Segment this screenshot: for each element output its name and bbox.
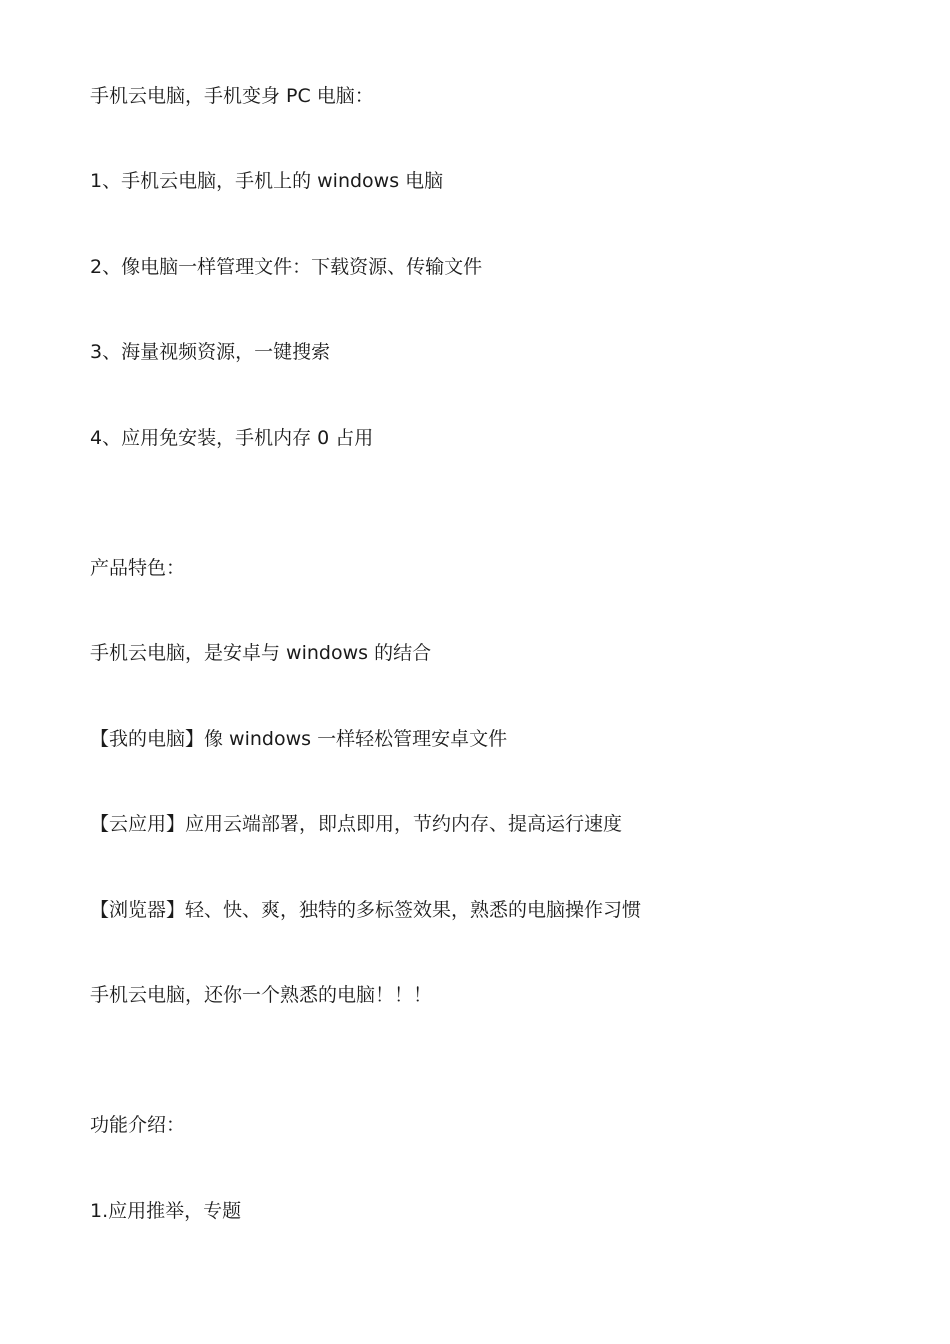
intro-heading: 手机云电脑，手机变身 PC 电脑： [90, 85, 374, 107]
intro-item: 2、像电脑一样管理文件：下载资源、传输文件 [90, 256, 483, 278]
features-item: 【云应用】应用云端部署，即点即用，节约内存、提高运行速度 [90, 813, 623, 835]
features-item: 手机云电脑，还你一个熟悉的电脑！！！ [90, 984, 433, 1006]
intro-item: 1、手机云电脑，手机上的 windows 电脑 [90, 170, 444, 192]
features-heading: 产品特色： [90, 557, 186, 579]
functions-item: 1.应用推举，专题 [90, 1200, 242, 1222]
features-item: 【我的电脑】像 windows 一样轻松管理安卓文件 [90, 728, 508, 750]
functions-heading: 功能介绍： [90, 1114, 186, 1136]
intro-item: 3、海量视频资源，一键搜索 [90, 341, 331, 363]
features-item: 手机云电脑，是安卓与 windows 的结合 [90, 642, 432, 664]
intro-item: 4、应用免安装，手机内存 0 占用 [90, 427, 374, 449]
features-item: 【浏览器】轻、快、爽，独特的多标签效果，熟悉的电脑操作习惯 [90, 899, 642, 921]
